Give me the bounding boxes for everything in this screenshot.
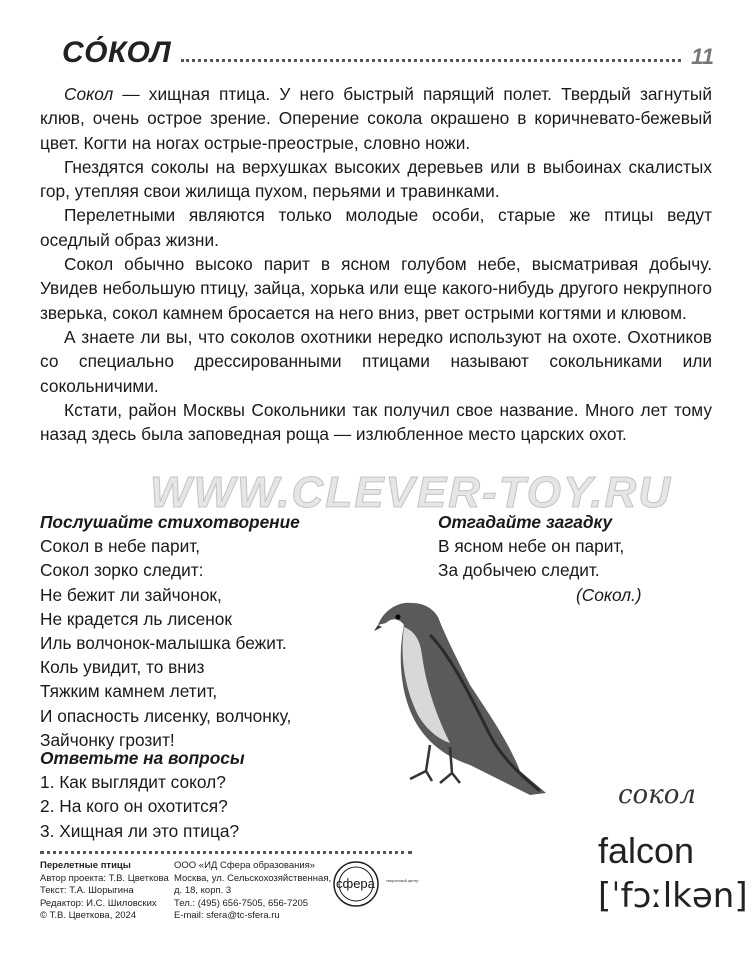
riddle bbox=[438, 510, 642, 607]
poem-line: Зайчонку грозит! bbox=[40, 729, 175, 750]
paragraph: А знаете ли вы, что соколов охотники нередко используют на охоте. Охотников со специально дрессированными птицами называют сокольниками или сокольничими. bbox=[40, 326, 712, 396]
poem-line: Тяжким камнем летит, bbox=[40, 681, 218, 702]
publisher-line: ООО «ИД Сфера образования» bbox=[174, 860, 316, 871]
svg-text:сфера: сфера bbox=[336, 876, 375, 891]
credit-line: © Т.В. Цветкова, 2024 bbox=[40, 910, 137, 921]
publisher-line: E-mail: sfera@tc-sfera.ru bbox=[174, 910, 280, 921]
riddle-line: В ясном небе он парит, bbox=[438, 536, 625, 557]
poem-line: Сокол в небе парит, bbox=[40, 536, 201, 557]
svg-text:творческий центр: творческий центр bbox=[386, 878, 419, 883]
paragraph: Гнездятся соколы на верхушках высоких деревьев или в выбоинах скалистых гор, утепляя свои жилища пухом, перьями и травинками. bbox=[40, 156, 712, 202]
footer-publisher bbox=[174, 860, 331, 923]
riddle-title: Отгадайте загадку bbox=[438, 512, 613, 532]
credit-line: Текст: Т.А. Шорыгина bbox=[40, 885, 134, 896]
falcon-illustration bbox=[370, 595, 580, 805]
page-number: 11 bbox=[691, 44, 714, 69]
questions bbox=[40, 746, 245, 843]
transcription: [ˈfɔːlkən] bbox=[598, 876, 748, 916]
paragraph: Перелетными являются только молодые особи, старые же птицы ведут оседлый образ жизни. bbox=[40, 205, 712, 250]
page-title: СО́КОЛ bbox=[62, 36, 172, 69]
leader-dots bbox=[181, 59, 681, 62]
footer-divider bbox=[40, 851, 412, 854]
paragraph-text: — хищная птица. У него быстрый парящий полет. Твердый загнутый клюв, очень острое зрение. Оперение сокола окрашено в коричневато-бежевый цвет. Когти на ногах острые-преострые, словно ножи. bbox=[40, 84, 712, 153]
poem-line: И опасность лисенку, волчонку, bbox=[40, 705, 292, 726]
paragraph bbox=[40, 82, 712, 155]
english-word: falcon bbox=[598, 830, 695, 871]
page-header bbox=[62, 30, 714, 70]
poem bbox=[40, 510, 300, 752]
handwritten-word: сокол bbox=[618, 780, 696, 810]
book-title: Перелетные птицы bbox=[40, 860, 131, 871]
question: 2. На кого он охотится? bbox=[40, 796, 228, 817]
lead-word: Сокол bbox=[64, 84, 114, 104]
publisher-line: д. 18, корп. 3 bbox=[174, 885, 232, 896]
article-text bbox=[40, 82, 712, 446]
poem-line: Коль увидит, то вниз bbox=[40, 657, 205, 678]
questions-title: Ответьте на вопросы bbox=[40, 748, 245, 768]
question: 1. Как выглядит сокол? bbox=[40, 772, 226, 793]
footer-credits bbox=[40, 860, 169, 923]
question: 3. Хищная ли это птица? bbox=[40, 820, 240, 841]
paragraph: Кстати, район Москвы Сокольники так получил свое название. Много лет тому назад здесь была заповедная роща — излюбленное место царских охот. bbox=[40, 399, 712, 445]
publisher-line: Тел.: (495) 656-7505, 656-7205 bbox=[174, 897, 309, 909]
paragraph: Сокол обычно высоко парит в ясном голубом небе, высматривая добычу. Увидев небольшую птицу, зайца, хорька или еще какого-нибудь другого некрупного зверька, сокол камнем бросается на него вниз, рвет острыми когтями и клювом. bbox=[40, 254, 712, 323]
riddle-line: За добычею следит. bbox=[438, 560, 600, 581]
riddle-answer: (Сокол.) bbox=[576, 584, 642, 605]
credit-line: Редактор: И.С. Шиловских bbox=[40, 897, 157, 909]
watermark: WWW.CLEVER-TOY.RU bbox=[150, 468, 673, 517]
publisher-line: Москва, ул. Сельскохозяйственная, bbox=[174, 872, 332, 884]
poem-title: Послушайте стихотворение bbox=[40, 512, 300, 532]
poem-line: Не крадется ль лисенок bbox=[40, 608, 232, 629]
sfera-logo bbox=[330, 860, 470, 908]
credit-line: Автор проекта: Т.В. Цветкова bbox=[40, 872, 169, 884]
poem-line: Сокол зорко следит: bbox=[40, 560, 204, 581]
poem-line: Иль волчонок-малышка бежит. bbox=[40, 633, 287, 654]
poem-line: Не бежит ли зайчонок, bbox=[40, 584, 222, 605]
